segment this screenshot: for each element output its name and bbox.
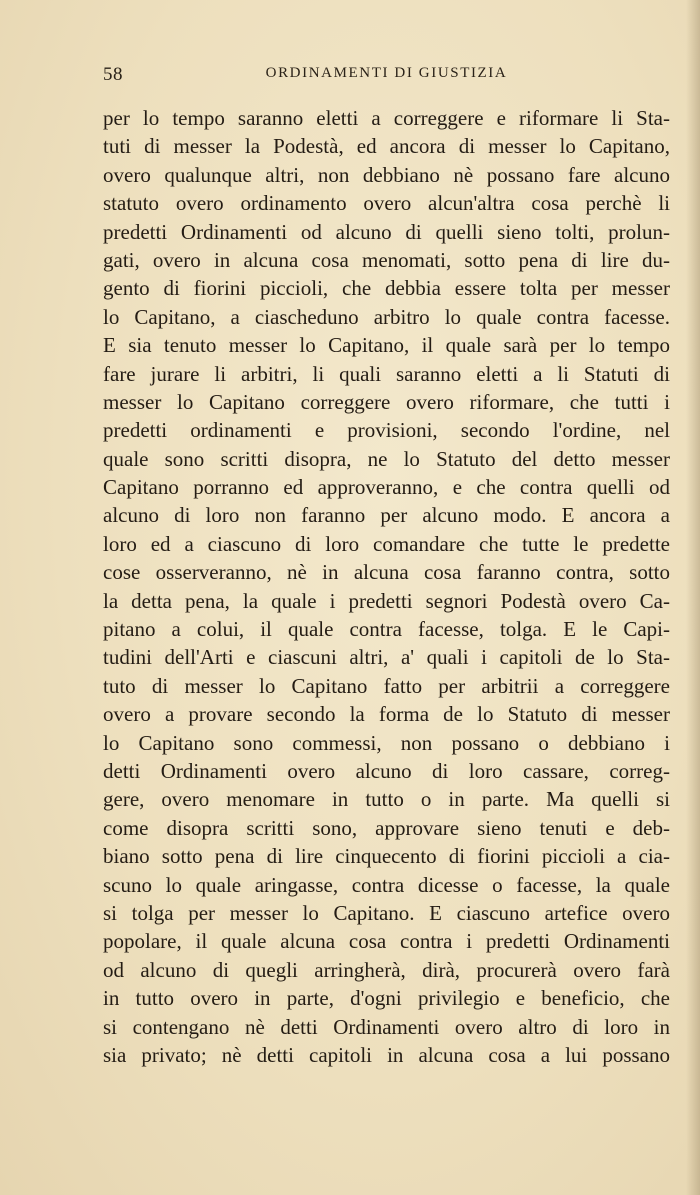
text-line: per lo tempo saranno eletti a correggere e riformare li Sta- bbox=[103, 106, 670, 130]
text-line: tuto di messer lo Capitano fatto per arbitrii a correggere bbox=[103, 673, 670, 698]
text-line: gento di fiorini piccioli, che debbia essere tolta per messer bbox=[103, 276, 670, 301]
text-line: come disopra scritti sono, approvare sieno tenuti e deb- bbox=[103, 815, 670, 840]
text-line: overo qualunque altri, non debbiano nè possano fare alcuno bbox=[103, 162, 670, 187]
text-line: loro ed a ciascuno di loro comandare che tutte le predette bbox=[103, 531, 670, 556]
text-line: predetti Ordinamenti od alcuno di quelli sieno tolti, prolun- bbox=[103, 219, 670, 244]
text-line: popolare, il quale alcuna cosa contra i predetti Ordinamenti bbox=[103, 929, 670, 954]
text-line: quale sono scritti disopra, ne lo Statuto del detto messer bbox=[103, 446, 670, 471]
text-line: detti Ordinamenti overo alcuno di loro cassare, correg- bbox=[103, 758, 670, 783]
page-number: 58 bbox=[103, 64, 123, 85]
text-line: gere, overo menomare in tutto o in parte. Ma quelli si bbox=[103, 787, 670, 812]
text-line: E sia tenuto messer lo Capitano, il quale sarà per lo tempo bbox=[103, 333, 670, 358]
page-edge-shadow bbox=[686, 0, 700, 1195]
text-line: in tutto overo in parte, d'ogni privilegio e beneficio, che bbox=[103, 986, 670, 1011]
text-line: overo a provare secondo la forma de lo Statuto di messer bbox=[103, 702, 670, 727]
text-line: biano sotto pena di lire cinquecento di fiorini piccioli a cia- bbox=[103, 844, 670, 869]
text-line: sia privato; nè detti capitoli in alcuna cosa a lui possano bbox=[103, 1042, 670, 1067]
page-header bbox=[103, 64, 670, 90]
text-line: scuno lo quale aringasse, contra dicesse o facesse, la quale bbox=[103, 872, 670, 897]
text-line: si tolga per messer lo Capitano. E ciascuno artefice overo bbox=[103, 900, 670, 925]
text-line: lo Capitano sono commessi, non possano o debbiano i bbox=[103, 730, 670, 755]
text-line: Capitano porranno ed approveranno, e che contra quelli od bbox=[103, 475, 670, 500]
text-line: alcuno di loro non faranno per alcuno modo. E ancora a bbox=[103, 503, 670, 528]
text-line: tudini dell'Arti e ciascuni altri, a' quali i capitoli de lo Sta- bbox=[103, 645, 670, 670]
text-line: messer lo Capitano correggere overo riformare, che tutti i bbox=[103, 389, 670, 414]
text-line: cose osserveranno, nè in alcuna cosa faranno contra, sotto bbox=[103, 560, 670, 585]
text-line: pitano a colui, il quale contra facesse, tolga. E le Capi- bbox=[103, 617, 670, 642]
text-line: gati, overo in alcuna cosa menomati, sotto pena di lire du- bbox=[103, 247, 670, 272]
text-line: la detta pena, la quale i predetti segnori Podestà overo Ca- bbox=[103, 588, 670, 613]
running-title: ORDINAMENTI DI GIUSTIZIA bbox=[265, 65, 508, 81]
text-line: fare jurare li arbitri, li quali saranno eletti a li Statuti di bbox=[103, 361, 670, 386]
text-line: tuti di messer la Podestà, ed ancora di messer lo Capitano, bbox=[103, 134, 670, 159]
text-line: lo Capitano, a ciascheduno arbitro lo quale contra facesse. bbox=[103, 304, 670, 329]
text-line: od alcuno di quegli arringherà, dirà, procurerà overo farà bbox=[103, 957, 670, 982]
text-line: si contengano nè detti Ordinamenti overo altro di loro in bbox=[103, 1014, 670, 1039]
body-text bbox=[103, 104, 670, 1069]
text-line: predetti ordinamenti e provisioni, secondo l'ordine, nel bbox=[103, 418, 670, 443]
text-line: statuto overo ordinamento overo alcun'altra cosa perchè li bbox=[103, 191, 670, 216]
